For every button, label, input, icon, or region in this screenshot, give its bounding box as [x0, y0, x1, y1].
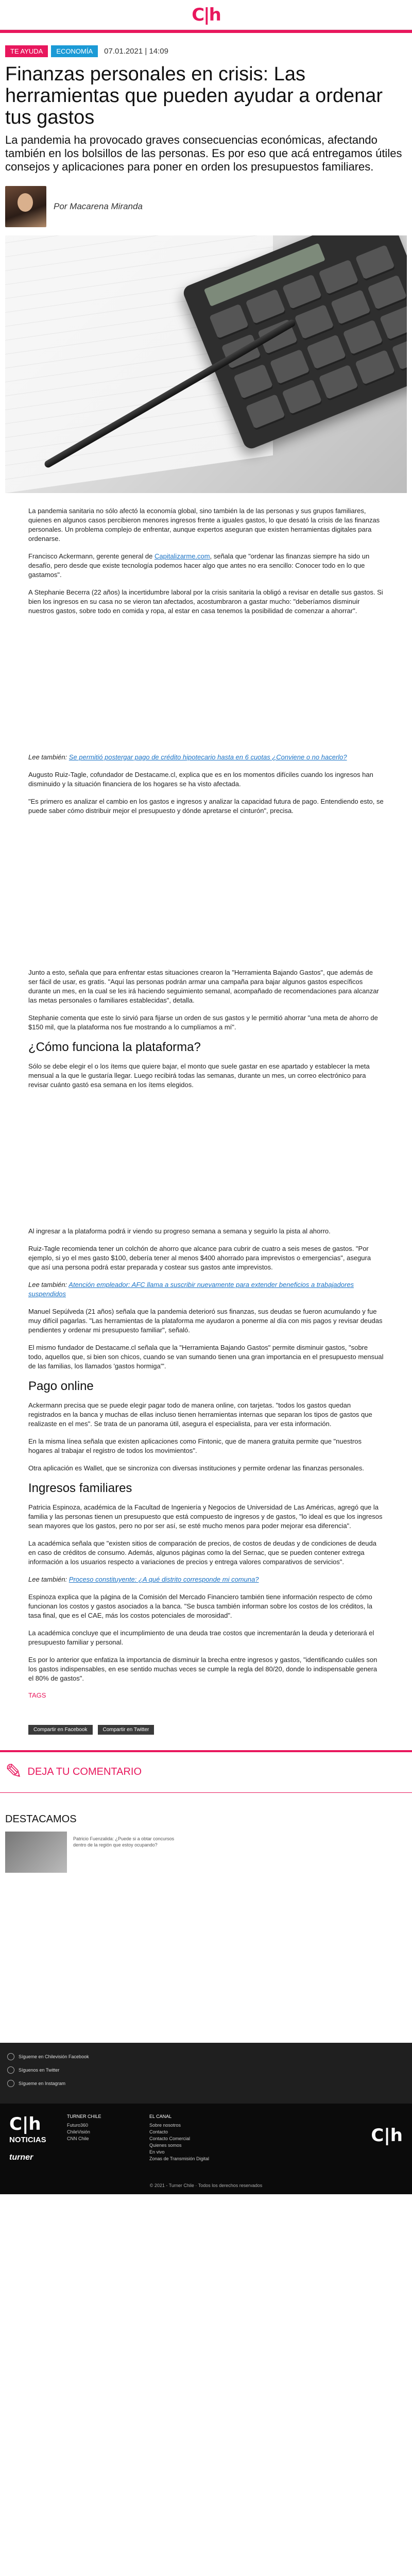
footer-link[interactable]: Sobre nosotros	[149, 2123, 181, 2128]
see-also-link[interactable]: Atención empleador: AFC llama a suscribir nuevamente para extender beneficios a trabajadores suspendidos	[28, 1281, 354, 1298]
paragraph: Manuel Sepúlveda (21 años) señala que la pandemia deterioró sus finanzas, sus deudas se fueron acumulando y fue muy difícil pagarlas. "Las herramientas de la plataforma me ayudaron a ponerme al día con mis pagos y revisar deudas pendientes y ordenar mi presupuesto familiar", señaló.	[28, 1308, 383, 1334]
author-avatar	[5, 186, 46, 227]
hero-image	[5, 235, 407, 493]
paragraph: Augusto Ruiz-Tagle, cofundador de Destacame.cl, explica que es en los momentos difíciles cuando los ingresos han disminuido y la situación financiera de los hogares se ha visto afectada.	[28, 771, 373, 788]
article-body	[0, 493, 412, 1699]
paragraph: Stephanie comenta que este lo sirvió para fijarse un orden de sus gastos y le permitió ahorrar "una meta de ahorro de $150 mil, que la plataforma nos fue mostrando a lo cumplíamos a mí".	[28, 1014, 378, 1031]
paragraph: Sólo se debe elegir el o los ítems que quiere bajar, el monto que suele gastar en ese apartado y establecer la meta mensual a la que le gustaría llegar. Luego recibirá todas las semanas, durante un mes, un correo electrónico para revisar cuánto gastó esa semana en los ítems elegidos.	[28, 1062, 370, 1089]
paragraph: Patricia Espinoza, académica de la Facultad de Ingeniería y Negocios de Universidad de Las Américas, agregó que la familia y las personas tienen un presupuesto que está compuesto de ingresos y de gastos, "lo ideal es que los ingresos sean mayores que los gastos, pero no por ser así, se esté mucho menos para poder mejorar esa diferencia".	[28, 1503, 383, 1530]
featured-item[interactable]	[5, 1832, 407, 1873]
paragraph: La académica señala que "existen sitios de comparación de precios, de costos de deudas y de condiciones de deuda en caso de créditos de consumo. Además, algunos páginas como la del Sernac, que se pueden contener extrega información a los usuarios respecto a variaciones de precios y entrega valores comparativos de servicios".	[28, 1539, 376, 1566]
footer-link[interactable]: Zonas de Transmisión Digital	[149, 2156, 210, 2161]
ad-space	[28, 624, 384, 753]
turner-logo[interactable]: turner	[9, 2153, 33, 2162]
author-name[interactable]: Por Macarena Miranda	[54, 201, 143, 211]
share-facebook-button[interactable]: Compartir en Facebook	[28, 1725, 93, 1735]
tags-label: TAGS	[28, 1691, 46, 1699]
paragraph: Es por lo anterior que enfatiza la importancia de disminuir la brecha entre ingresos y gastos, "identificando cuáles son los gastos indispensables, en ese sentido muchas veces se cumple la regla del 80/20, donde lo indispensable genera el 80% de gastos".	[28, 1656, 377, 1682]
social-twitter[interactable]: Síguenos en Twitter	[7, 2066, 405, 2074]
footer-logo-right[interactable]: C|h	[371, 2125, 403, 2146]
paragraph: La académica concluye que el incumplimiento de una deuda trae costos que incrementarán la deuda y deteriorará el presupuesto familiar y personal.	[28, 1629, 374, 1646]
instagram-icon	[7, 2080, 14, 2087]
section-heading: Pago online	[28, 1379, 94, 1393]
article-title: Finanzas personales en crisis: Las herramientas que pueden ayudar a ordenar tus gastos	[5, 63, 383, 128]
footer-link[interactable]: ChileVisión	[67, 2129, 90, 2134]
chv-logo[interactable]: C|h	[192, 4, 220, 25]
paragraph: Espinoza explica que la página de la Comisión del Mercado Financiero también tiene información respecto de cómo funcionan los costos y gastos asociados a la banca. "Se busca también informan sobre los costos de los créditos, la tasa final, que es el CAE, más los costos potenciales de morosidad".	[28, 1593, 372, 1619]
paragraph: Junto a esto, señala que para enfrentar estas situaciones crearon la "Herramienta Bajando Gastos", que además de ser fácil de usar, es gratis. "Aquí las personas podrán armar una campaña para bajar algunos gastos específicos durante un mes, en la cual se les irá haciendo seguimiento semanal, acompañado de recomendaciones para alcanzar las metas personales o familiares establecidas", detalla.	[28, 969, 379, 1004]
capitalizarme-link[interactable]: Capitalizarme.com	[154, 552, 210, 560]
share-bar	[0, 1725, 412, 1735]
paragraph: Francisco Ackermann, gerente general de Capitalizarme.com, señala que "ordenar las finanzas siempre ha sido un desafío, pero desde que existe tecnología podemos hacer algo que antes no era sencillo: Conocer todo en lo que gastamos".	[28, 552, 370, 579]
featured-title[interactable]: Patricio Fuenzalida: ¿Puede si a obtar concursos dentro de la región que estoy ocupando?	[73, 1836, 175, 1848]
paragraph: A Stephanie Becerra (22 años) la incertidumbre laboral por la crisis sanitaria la obligó a revisar en detalle sus gastos. Si bien los ingresos en su casa no se vieron tan afectados, acostumbraron a gastar mucho: "deberíamos disminuir nuestros gastos, sobre todo en comida y ropa, al estar en casa tenemos la posibilidad de comenzar a ahorrar".	[28, 588, 383, 615]
site-footer	[0, 2104, 412, 2179]
tag-te-ayuda[interactable]: TE AYUDA	[5, 45, 48, 57]
author-block	[0, 184, 412, 235]
comments-label: DEJA TU COMENTARIO	[27, 1766, 142, 1777]
featured-heading: DESTACAMOS	[5, 1814, 77, 1825]
twitter-icon	[7, 2066, 14, 2074]
footer-link[interactable]: Quienes somos	[149, 2143, 182, 2148]
featured-thumbnail[interactable]	[5, 1832, 67, 1873]
see-also-link[interactable]: Se permitió postergar pago de crédito hipotecario hasta en 6 cuotas ¿Conviene o no hacerlo?	[68, 753, 347, 761]
copyright: © 2021 - Turner Chile · Todos los derechos reservados	[0, 2179, 412, 2194]
footer-link[interactable]: Contacto Comercial	[149, 2136, 191, 2141]
paragraph: En la misma línea señala que existen aplicaciones como Fintonic, que de manera gratuita permite que "nuestros hogares al trabajar el registro de todos los movimientos".	[28, 1437, 362, 1454]
ad-space	[28, 1098, 384, 1227]
paragraph: Al ingresar a la plataforma podrá ir viendo su progreso semana a semana y seguirlo la pista al ahorro.	[28, 1227, 331, 1235]
see-also: Lee también: Se permitió postergar pago de crédito hipotecario hasta en 6 cuotas ¿Conviene o no hacerlo?	[28, 753, 347, 761]
paragraph: Ackermann precisa que se puede elegir pagar todo de manera online, con tarjetas. "todos los gastos quedan registrados en la banca y muchas de ellas incluso tienen herramientas internas que separan los tipos de gastos que realizaste en el mes". Se trata de un panorama útil, asegura el especialista, para ver esta información.	[28, 1401, 372, 1428]
featured-section	[0, 1793, 412, 1873]
blank-space	[0, 1873, 412, 2043]
footer-col-turner: TURNER CHILE Futuro360 ChileVisión CNN Chile	[67, 2114, 101, 2141]
paragraph: Ruiz-Tagle recomienda tener un colchón de ahorro que alcance para cubrir de cuatro a seis meses de gastos. "Por ejemplo, si yo el mes gasto $100, debería tener al menos $400 ahorrado para imprevistos o emergencias", asegura que así una persona podrá estar preparada y costear sus gastos ante imprevistos.	[28, 1245, 371, 1271]
publish-date: 07.01.2021 | 14:09	[104, 47, 168, 56]
social-links	[0, 2043, 412, 2104]
footer-logo[interactable]: C|h	[9, 2114, 41, 2134]
footer-link[interactable]: Futuro360	[67, 2123, 89, 2128]
tag-economia[interactable]: ECONOMÍA	[51, 45, 98, 57]
footer-noticias: NOTICIAS	[9, 2136, 46, 2144]
comments-section[interactable]	[0, 1750, 412, 1793]
footer-col-canal: EL CANAL Sobre nosotros Contacto Contacto Comercial Quienes somos En vivo Zonas de Transmisión Digital	[149, 2114, 210, 2161]
facebook-icon	[7, 2053, 14, 2060]
site-header	[0, 0, 412, 30]
paragraph: "Es primero es analizar el cambio en los gastos e ingresos y analizar la capacidad futura de pago. Entendiendo esto, se puede saber cómo distribuir mejor el presupuesto y dónde apretarse el cinturón", precisa.	[28, 798, 384, 815]
paragraph: La pandemia sanitaria no sólo afectó la economía global, sino también la de las personas y sus grupos familiares, quienes en algunos casos percibieron menores ingresos frente a iguales gastos, lo que desató la crisis de las finanzas personales. Un problema complejo de enfrentar, aunque expertos aseguran que existen herramientas digitales para ordenarse.	[28, 507, 380, 543]
social-instagram[interactable]: Sígueme en Instagram	[7, 2080, 405, 2087]
footer-link[interactable]: Contacto	[149, 2129, 168, 2134]
share-twitter-button[interactable]: Compartir en Twitter	[98, 1725, 154, 1735]
see-also: Lee también: Atención empleador: AFC llama a suscribir nuevamente para extender beneficios a trabajadores suspendidos	[28, 1281, 354, 1298]
ad-space	[28, 824, 384, 968]
article-lead: La pandemia ha provocado graves consecuencias económicas, afectando también en los bolsillos de las personas. Es por eso que acá entregamos útiles consejos y aplicaciones para poner en orden los presupuestos familiares.	[5, 133, 402, 173]
social-facebook[interactable]: Sígueme en Chilevisión Facebook	[7, 2053, 405, 2060]
comment-icon: ✎	[5, 1760, 23, 1783]
article-meta	[0, 33, 412, 61]
see-also: Lee también: Proceso constituyente: ¿A qué distrito corresponde mi comuna?	[28, 1575, 259, 1583]
section-heading: Ingresos familiares	[28, 1481, 132, 1495]
footer-link[interactable]: En vivo	[149, 2149, 165, 2155]
see-also-link[interactable]: Proceso constituyente: ¿A qué distrito corresponde mi comuna?	[68, 1575, 259, 1583]
footer-link[interactable]: CNN Chile	[67, 2136, 89, 2141]
paragraph: Otra aplicación es Wallet, que se sincroniza con diversas instituciones y permite ordenar las finanzas personales.	[28, 1464, 365, 1472]
paragraph: El mismo fundador de Destacame.cl señala que la "Herramienta Bajando Gastos" permite disminuir gastos, "sobre todo, aquellos que, si bien son chicos, cuando se van sumando tienen una gran importancia en el presupuesto mensual de las familias, los llamados 'gastos hormiga'".	[28, 1344, 384, 1370]
section-heading: ¿Cómo funciona la plataforma?	[28, 1040, 201, 1054]
